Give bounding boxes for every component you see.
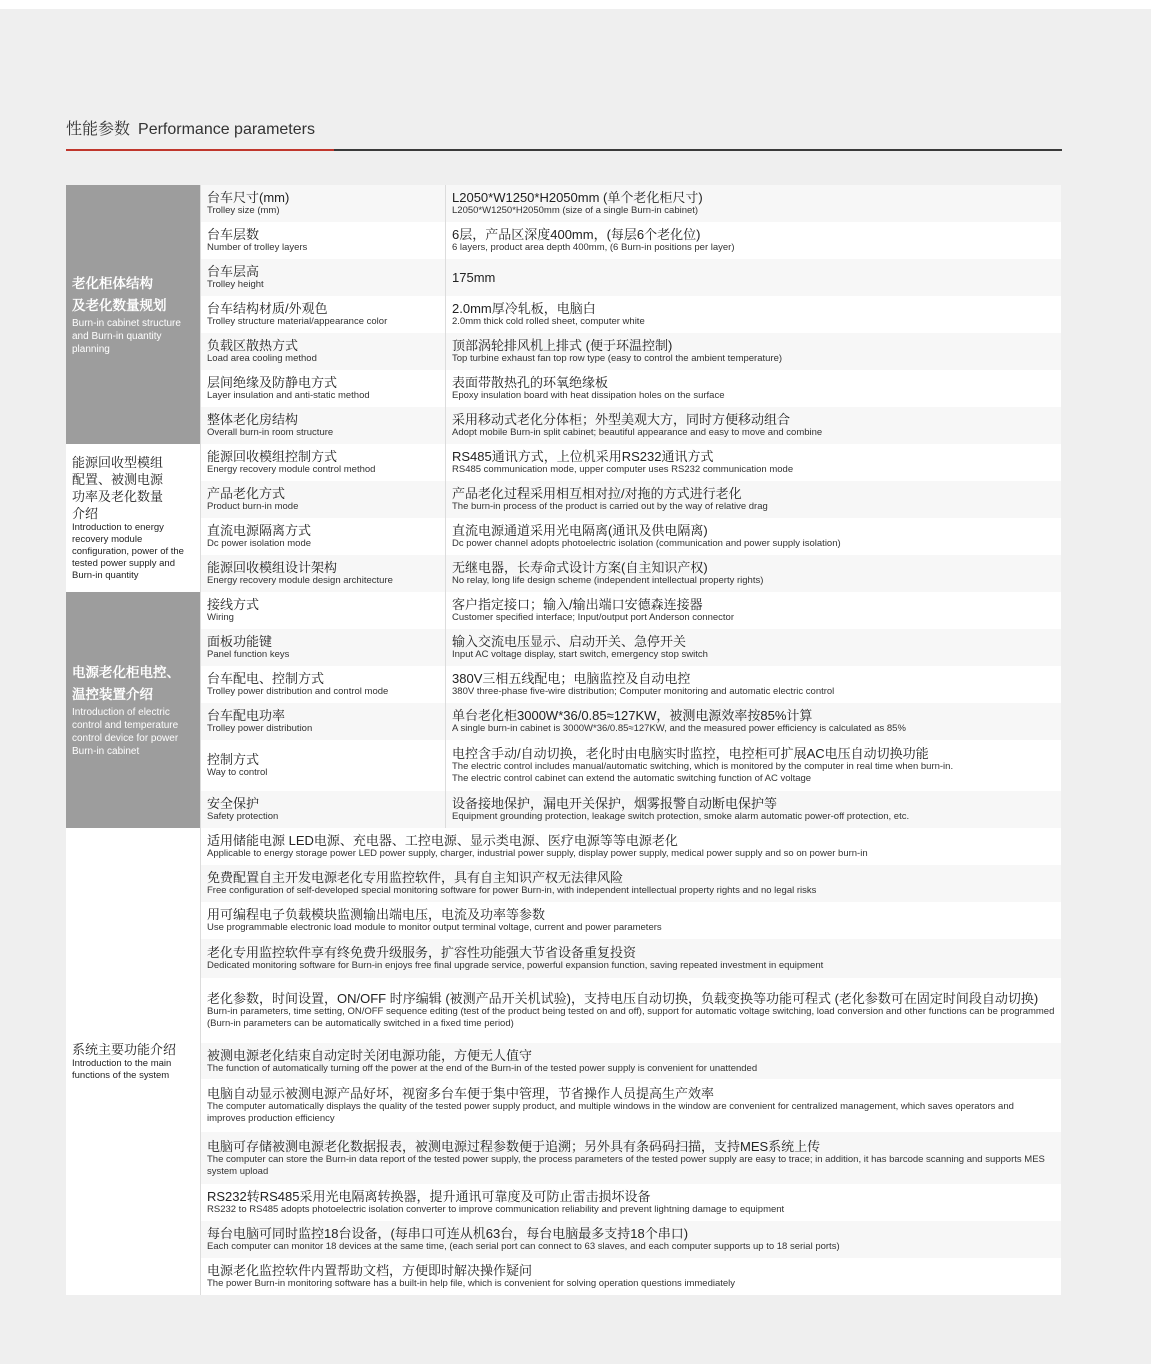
param-label <box>200 222 445 259</box>
function-en: Use programmable electronic load module to monitor output terminal voltage, current and power parameters <box>207 922 662 933</box>
function-en: The computer can store the Burn-in data report of the tested power supply, the process parameters of the tested power supply are easy to trace; in addition, it has barcode scanning and supports MES system upload <box>207 1153 1045 1177</box>
function-en: The function of automatically turning off the power at the end of the Burn-in of the tested power supply is convenient for unattended <box>207 1062 758 1074</box>
section-title-line: 及老化数量规划 <box>72 298 167 313</box>
value-zh: 2.0mm厚冷轧板，电脑白 <box>452 301 596 316</box>
label-zh: 能源回收模组控制方式 <box>207 449 338 464</box>
section-header <box>66 444 200 592</box>
param-value <box>445 185 1061 222</box>
value-en: Adopt mobile Burn-in split cabinet; beautiful appearance and easy to move and combine <box>452 427 823 438</box>
label-en: Layer insulation and anti-static method <box>207 390 370 401</box>
value-en: A single burn-in cabinet is 3000W*36/0.85≈127KW, and the measured power efficiency is calculated as 85% <box>452 723 906 734</box>
param-label <box>200 629 445 666</box>
label-en: Trolley size (mm) <box>207 205 280 216</box>
param-label <box>200 740 445 791</box>
section-title-en: Burn-in cabinet structure and Burn-in quantity planning <box>72 318 181 355</box>
function-item <box>200 865 1061 902</box>
section-header <box>66 185 200 444</box>
value-zh: 客户指定接口；输入/输出端口安德森连接器 <box>452 597 703 612</box>
function-item <box>200 828 1061 865</box>
label-zh: 台车结构材质/外观色 <box>207 301 328 316</box>
function-item <box>200 1132 1061 1184</box>
label-zh: 接线方式 <box>207 597 260 612</box>
function-zh: 适用储能电源 LED电源、充电器、工控电源、显示类电源、医疗电源等等电源老化 <box>207 833 678 848</box>
value-en-line2: The electric control cabinet can extend the automatic switching function of AC voltage <box>452 773 812 784</box>
label-en: Energy recovery module control method <box>207 464 376 475</box>
function-zh: 电脑可存储被测电源老化数据报表，被测电源过程参数便于追溯；另外具有条码码扫描，支持MES系统上传 <box>207 1138 821 1154</box>
param-label <box>200 703 445 740</box>
function-zh: 免费配置自主开发电源老化专用监控软件，具有自主知识产权无法律风险 <box>207 870 624 885</box>
value-zh: 顶部涡轮排风机上排式 (便于环温控制) <box>452 338 673 353</box>
param-value <box>445 518 1061 555</box>
label-zh: 层间绝缘及防静电方式 <box>207 375 338 390</box>
section-title-line: 老化柜体结构 <box>72 276 153 291</box>
section-title-line: 电源老化柜电控、 <box>72 665 180 680</box>
param-value <box>445 259 1061 296</box>
param-value <box>445 407 1061 444</box>
label-en: Dc power isolation mode <box>207 538 312 549</box>
label-zh: 台车尺寸(mm) <box>207 190 290 205</box>
function-en: The power Burn-in monitoring software has a built-in help file, which is convenient for solving operation questions immediately <box>207 1278 736 1289</box>
label-zh: 产品老化方式 <box>207 486 286 501</box>
function-zh: RS232转RS485采用光电隔离转换器，提升通讯可靠度及可防止雷击损坏设备 <box>207 1189 651 1204</box>
label-en: Safety protection <box>207 811 279 822</box>
section-header <box>66 592 200 828</box>
param-label <box>200 333 445 370</box>
label-en: Load area cooling method <box>207 353 317 364</box>
value-en: 380V three-phase five-wire distribution; Computer monitoring and automatic electric control <box>452 686 835 697</box>
section-title-line: 配置、被测电源 <box>72 472 164 487</box>
label-en: Overall burn-in room structure <box>207 427 334 438</box>
label-en: Wiring <box>207 612 234 623</box>
page-title-en: Performance parameters <box>138 121 315 138</box>
value-zh: 电控含手动/自动切换，老化时由电脑实时监控，电控柜可扩展AC电压自动切换功能 <box>452 746 929 761</box>
value-en: 2.0mm thick cold rolled sheet, computer white <box>452 316 645 327</box>
section-title-line: 能源回收型模组 <box>72 455 164 470</box>
function-en: Each computer can monitor 18 devices at the same time, (each serial port can connect to 63 slaves, and each computer supports up to 18 serial ports) <box>207 1241 840 1252</box>
label-zh: 控制方式 <box>207 752 260 767</box>
function-item <box>200 902 1061 939</box>
label-en: Panel function keys <box>207 649 290 660</box>
label-zh: 整体老化房结构 <box>207 412 299 427</box>
value-zh: L2050*W1250*H2050mm (单个老化柜尺寸) <box>452 190 703 205</box>
param-value <box>445 296 1061 333</box>
label-zh: 台车配电、控制方式 <box>207 671 325 686</box>
section-header <box>66 828 200 1295</box>
function-en: The computer automatically displays the quality of the tested power supply product, and multiple windows in the window are convenient for centralized management, which saves operators and improves production efficiency <box>207 1101 1014 1124</box>
value-en: 6 layers, product area depth 400mm, (6 Burn-in positions per layer) <box>452 242 735 253</box>
section-title-line: 介绍 <box>72 506 99 521</box>
label-zh: 安全保护 <box>207 796 260 811</box>
value-zh: 单台老化柜3000W*36/0.85≈127KW，被测电源效率按85%计算 <box>452 708 813 723</box>
value-zh: 采用移动式老化分体柜；外型美观大方，同时方便移动组合 <box>452 412 791 427</box>
param-value <box>445 370 1061 407</box>
label-zh: 台车配电功率 <box>207 708 286 723</box>
value-en: Dc power channel adopts photoelectric isolation (communication and power supply isolation) <box>452 538 841 549</box>
param-label <box>200 592 445 629</box>
function-item <box>200 1043 1061 1079</box>
param-value <box>445 333 1061 370</box>
label-en: Trolley structure material/appearance color <box>207 316 388 327</box>
param-label <box>200 370 445 407</box>
value-en: Epoxy insulation board with heat dissipation holes on the surface <box>452 390 725 401</box>
param-value <box>445 703 1061 740</box>
value-en: Customer specified interface; Input/output port Anderson connector <box>452 612 734 623</box>
function-item <box>200 939 1061 978</box>
performance-table <box>66 185 1061 1295</box>
function-item <box>200 1184 1061 1221</box>
label-en: Trolley height <box>207 279 264 290</box>
function-zh: 电脑自动显示被测电源产品好坏，视窗多台车便于集中管理，节省操作人员提高生产效率 <box>207 1086 715 1101</box>
label-zh: 面板功能键 <box>207 634 273 649</box>
function-zh: 电源老化监控软件内置帮助文档，方便即时解决操作疑问 <box>207 1263 533 1278</box>
label-zh: 直流电源隔离方式 <box>207 523 312 538</box>
function-en: Applicable to energy storage power LED power supply, charger, industrial power supply, display power supply, medical power supply and so on power burn-in <box>207 848 868 859</box>
title-accent-divider <box>66 149 334 151</box>
param-value <box>445 791 1061 828</box>
value-en: No relay, long life design scheme (independent intellectual property rights) <box>452 575 764 586</box>
section-title-en: Introduction to energy recovery module configuration, power of the tested power supply and Burn-in quantity <box>72 522 184 581</box>
param-value <box>445 481 1061 518</box>
value-zh: 输入交流电压显示、启动开关、急停开关 <box>452 634 687 649</box>
label-en: Way to control <box>207 767 268 778</box>
value-zh: 直流电源通道采用光电隔离(通讯及供电隔离) <box>452 523 708 538</box>
param-value <box>445 592 1061 629</box>
value-zh: 产品老化过程采用相互相对拉/对拖的方式进行老化 <box>452 486 742 501</box>
value-en: The electric control includes manual/automatic switching, which is monitored by the computer in real time when burn-in. <box>452 761 954 772</box>
section-title-en: Introduction of electric control and temperature control device for power Burn-in cabinet <box>72 707 179 757</box>
function-zh: 老化专用监控软件享有终免费升级服务，扩容性功能强大节省设备重复投资 <box>207 945 637 960</box>
param-value <box>445 629 1061 666</box>
label-zh: 能源回收模组设计架构 <box>207 560 338 575</box>
function-item <box>200 1258 1061 1295</box>
function-item <box>200 1221 1061 1258</box>
value-zh: 设备接地保护，漏电开关保护，烟雾报警自动断电保护等 <box>452 796 778 811</box>
label-en: Product burn-in mode <box>207 501 299 512</box>
value-en: Equipment grounding protection, leakage switch protection, smoke alarm automatic power-off protection, etc. <box>452 811 910 822</box>
value-zh: RS485通讯方式，上位机采用RS232通讯方式 <box>452 449 714 464</box>
param-value <box>445 740 1061 791</box>
label-zh: 负载区散热方式 <box>207 338 299 353</box>
page-title <box>66 116 315 139</box>
value-zh: 表面带散热孔的环氧绝缘板 <box>452 375 609 390</box>
top-strip <box>0 0 1151 9</box>
value-en: RS485 communication mode, upper computer uses RS232 communication mode <box>452 464 794 475</box>
function-en: Free configuration of self-developed special monitoring software for power Burn-in, with independent intellectual property rights and no legal risks <box>207 885 817 896</box>
label-zh: 台车层高 <box>207 264 260 279</box>
function-zh: 被测电源老化结束自动定时关闭电源功能，方便无人值守 <box>207 1047 533 1063</box>
label-zh: 台车层数 <box>207 227 260 242</box>
param-label <box>200 259 445 296</box>
param-label <box>200 444 445 481</box>
label-en: Energy recovery module design architecture <box>207 575 393 586</box>
param-value <box>445 444 1061 481</box>
section-title-line: 功率及老化数量 <box>72 489 164 504</box>
section-title-line: 系统主要功能介绍 <box>72 1042 177 1057</box>
function-en: Dedicated monitoring software for Burn-in enjoys free final upgrade service, powerful expansion function, saving repeated investment in equipment <box>207 960 824 971</box>
param-value <box>445 222 1061 259</box>
function-zh: 用可编程电子负载模块监测输出端电压，电流及功率等参数 <box>207 907 546 922</box>
param-label <box>200 407 445 444</box>
param-label <box>200 296 445 333</box>
section-title-line: 温控装置介绍 <box>72 687 153 702</box>
param-label <box>200 555 445 592</box>
value-en: Input AC voltage display, start switch, emergency stop switch <box>452 649 708 660</box>
label-en: Number of trolley layers <box>207 242 308 253</box>
function-zh: 每台电脑可同时监控18台设备，(每串口可连从机63台，每台电脑最多支持18个串口) <box>207 1226 689 1241</box>
function-en: RS232 to RS485 adopts photoelectric isolation converter to improve communication reliability and prevent lightning damage to equipment <box>207 1204 785 1215</box>
param-label <box>200 791 445 828</box>
param-label <box>200 481 445 518</box>
value-en: L2050*W1250*H2050mm (size of a single Burn-in cabinet) <box>452 205 699 216</box>
page-title-zh: 性能参数 <box>66 121 131 138</box>
label-en: Trolley power distribution and control mode <box>207 686 389 697</box>
label-en: Trolley power distribution <box>207 723 313 734</box>
param-value <box>445 555 1061 592</box>
param-label <box>200 666 445 703</box>
value-en: The burn-in process of the product is carried out by the way of relative drag <box>452 501 768 512</box>
value-zh: 175mm <box>452 270 496 285</box>
value-en: Top turbine exhaust fan top row type (easy to control the ambient temperature) <box>452 353 783 364</box>
function-item <box>200 1079 1061 1132</box>
param-label <box>200 518 445 555</box>
param-label <box>200 185 445 222</box>
value-zh: 无继电器，长寿命式设计方案(自主知识产权) <box>452 560 708 575</box>
function-en: Burn-in parameters, time setting, ON/OFF sequence editing (test of the product being tested on and off), support for automatic voltage switching, load conversion and other functions can be programmed (Burn-in parameters can be automatically switched in a fixed time period) <box>207 1006 1055 1029</box>
value-zh: 380V三相五线配电；电脑监控及自动电控 <box>452 671 691 686</box>
param-value <box>445 666 1061 703</box>
function-zh: 老化参数，时间设置，ON/OFF 时序编辑 (被测产品开关机试验)，支持电压自动切换，负载变换等功能可程式 (老化参数可在固定时间段自动切换) <box>207 991 1039 1006</box>
section-title-en: Introduction to the main functions of the system <box>72 1058 172 1081</box>
function-item <box>200 978 1061 1043</box>
value-zh: 6层，产品区深度400mm，(每层6个老化位) <box>452 227 701 242</box>
